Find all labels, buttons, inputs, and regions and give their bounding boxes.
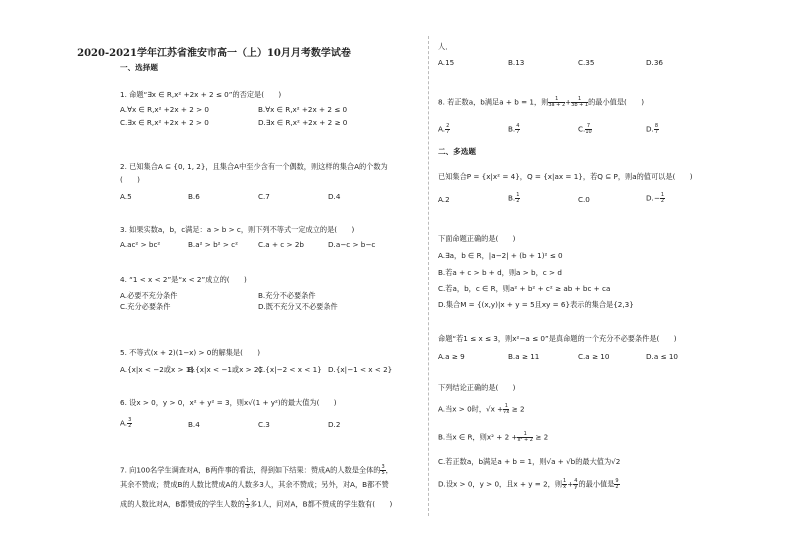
q5-option-c: C.{x|−2 < x < 1} <box>258 365 322 374</box>
m4-option-b: B.当x ∈ R，则x² + 2 + $\frac{1}{\text{x² + 2}}$ ≥ 2 <box>438 431 549 443</box>
m2-option-a: A.∃a，b ∈ R，|a−2| + (b + 1)² ≤ 0 <box>438 251 563 260</box>
q1-option-c: C.∃x ∈ R,x² +2x + 2 > 0 <box>120 118 209 127</box>
q2-option-a: A.5 <box>120 192 132 201</box>
question-7-line-4: 人． <box>438 42 453 51</box>
question-1: 1. 命题“∃x ∈ R,x² +2x + 2 ≤ 0”的否定是( ) <box>120 90 282 99</box>
q4-option-a: A.必要不充分条件 <box>120 291 178 300</box>
m3-option-d: D.a ≤ 10 <box>646 352 678 361</box>
q7-option-b: B.13 <box>508 58 525 67</box>
q5-option-b: B.{x|x < −1或x > 2} <box>188 365 264 374</box>
question-8: 8. 若正数a，b满足a + b = 1，则 $\frac{1}{3a + 2}$ + $\frac{1}{3b + 1}$ 的最小值是( ) <box>438 96 644 108</box>
section-heading-multi: 二、多选题 <box>438 147 476 156</box>
q3-option-d: D.a−c > b−c <box>328 240 376 249</box>
question-3: 3. 如果实数a，b，c满足：a > b > c，则下列不等式一定成立的是( ) <box>120 225 355 234</box>
q2-option-d: D.4 <box>328 192 341 201</box>
q8-option-c: C. $\frac{7}{10}$ <box>578 123 592 135</box>
m4-option-a: A.当x > 0时，√x + $\frac{1}{√x}$ ≥ 2 <box>438 403 525 415</box>
column-divider <box>428 36 429 516</box>
q1-option-a: A.∀x ∈ R,x² +2x + 2 > 0 <box>120 105 209 114</box>
q6-option-c: C.3 <box>258 420 270 429</box>
m1-option-b: B. $\frac{1}{2}$ <box>508 192 520 204</box>
multi-question-4: 下列结论正确的是( ) <box>438 383 516 392</box>
q3-option-a: A.ac² > bc² <box>120 240 161 249</box>
q7-option-c: C.35 <box>578 58 595 67</box>
q2-option-b: B.6 <box>188 192 200 201</box>
q2-option-c: C.7 <box>258 192 270 201</box>
m1-option-c: C.0 <box>578 195 590 204</box>
question-7-line-3: 成的人数比对A，B都赞成的学生人数的 $\frac{1}{3}$ 多1人，问对A，B都不赞成的学生数有( ) <box>120 498 393 510</box>
q1-option-d: D.∃x ∈ R,x² +2x + 2 ≥ 0 <box>258 118 348 127</box>
q7-option-d: D.36 <box>646 58 663 67</box>
q4-option-c: C.充分必要条件 <box>120 302 171 311</box>
q6-option-d: D.2 <box>328 420 341 429</box>
multi-question-3: 命题“若1 ≤ x ≤ 3，则x²−a ≤ 0”是真命题的一个充分不必要条件是( ) <box>438 334 677 343</box>
multi-question-2: 下面命题正确的是( ) <box>438 234 516 243</box>
q8-option-a: A. $\frac{2}{7}$ <box>438 123 450 135</box>
multi-question-1: 已知集合P = {x|x² = 4}，Q = {x|ax = 1}，若Q ⊆ P，则a的值可以是( ) <box>438 172 693 181</box>
q5-option-d: D.{x|−1 < x < 2} <box>328 365 393 374</box>
q4-option-b: B.充分不必要条件 <box>258 291 316 300</box>
m3-option-a: A.a ≥ 9 <box>438 352 465 361</box>
m2-option-b: B.若a + c > b + d，则a > b，c > d <box>438 268 562 277</box>
question-7-line-1: 7. 向100名学生调查对A，B两件事的看法，得到如下结果：赞成A的人数是全体的 $\frac{3}{5}$ ， <box>120 464 393 476</box>
section-heading-choice: 一、选择题 <box>120 63 158 72</box>
page-title: 2020-2021学年江苏省淮安市高一（上）10月月考数学试卷 <box>77 48 351 59</box>
question-2-paren: ( ) <box>120 175 140 184</box>
question-4: 4. “1 < x < 2”是“x < 2”成立的( ) <box>120 275 247 284</box>
q4-option-d: D.既不充分又不必要条件 <box>258 302 338 311</box>
q3-option-b: B.a² > b² > c² <box>188 240 238 249</box>
q7-option-a: A.15 <box>438 58 455 67</box>
m3-option-b: B.a ≥ 11 <box>508 352 540 361</box>
m2-option-d: D.集合M = {(x,y)|x + y = 5且xy = 6}表示的集合是{2,3} <box>438 300 634 309</box>
q6-option-b: B.4 <box>188 420 200 429</box>
q8-option-b: B. $\frac{4}{7}$ <box>508 123 520 135</box>
q5-option-a: A.{x|x < −2或x > 1} <box>120 365 195 374</box>
question-5: 5. 不等式(x + 2)(1−x) > 0的解集是( ) <box>120 348 261 357</box>
q8-option-d: D. $\frac{8}{7}$ <box>646 123 659 135</box>
m3-option-c: C.a ≥ 10 <box>578 352 610 361</box>
q3-option-c: C.a + c > 2b <box>258 240 304 249</box>
question-2: 2. 已知集合A ⊆ {0, 1, 2}，且集合A中至少含有一个偶数，则这样的集合A的个数为 <box>120 162 388 171</box>
m2-option-c: C.若a，b，c ∈ R，则a² + b² + c² ≥ ab + bc + ca <box>438 284 611 293</box>
m1-option-a: A.2 <box>438 195 450 204</box>
q6-option-a: A. $\frac{3}{2}$ <box>120 417 132 429</box>
m4-option-c: C.若正数a，b满足a + b = 1，则√a + √b的最大值为√2 <box>438 457 621 466</box>
q1-option-b: B.∀x ∈ R,x² +2x + 2 ≤ 0 <box>258 105 348 114</box>
m1-option-d: D.− $\frac{1}{2}$ <box>646 192 665 204</box>
question-7-line-2: 其余不赞成；赞成B的人数比赞成A的人数多3人，其余不赞成；另外，对A，B都不赞 <box>120 480 389 489</box>
m4-option-d: D.设x > 0，y > 0，且x + y = 2，则 $\frac{1}{x}$ + $\frac{4}{y}$ 的最小值是 $\frac{9}{2}$ <box>438 478 619 490</box>
question-6: 6. 设x > 0，y > 0，x² + y² = 3，则x√(1 + y²)的最大值为( ) <box>120 398 337 407</box>
